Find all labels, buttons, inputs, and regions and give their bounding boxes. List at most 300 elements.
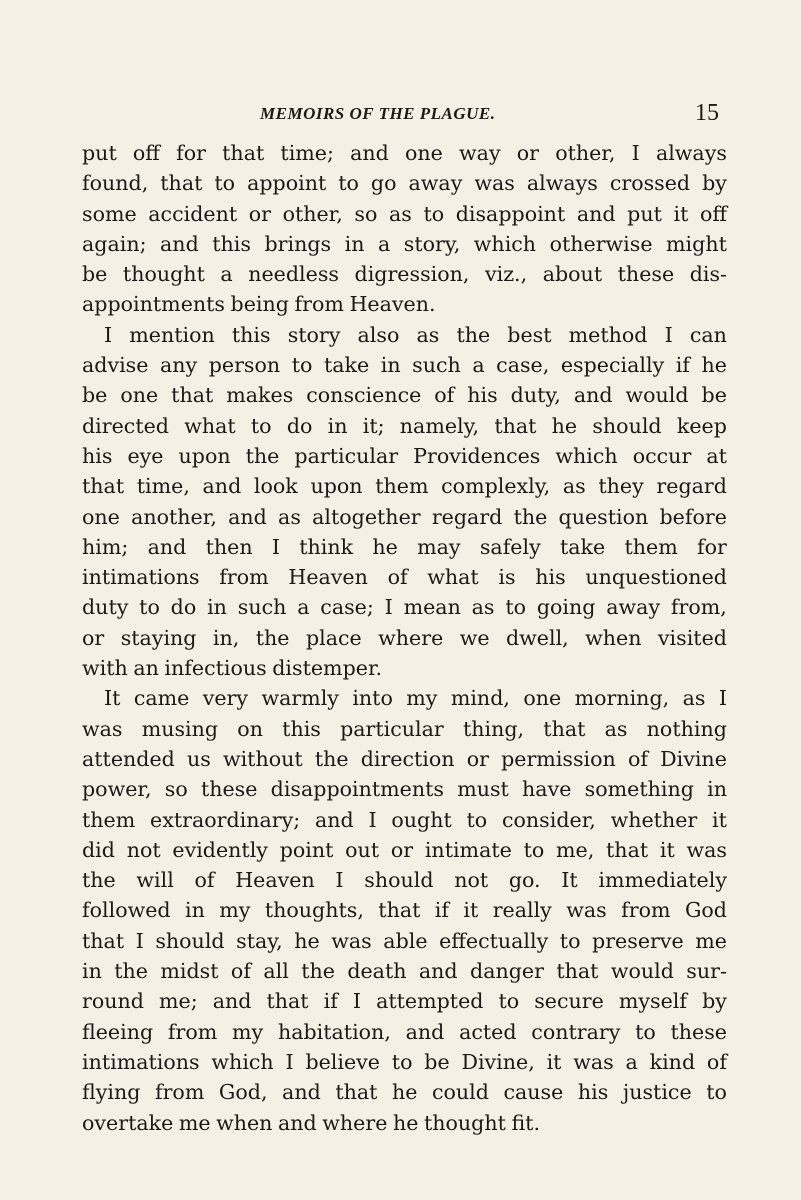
word: It bbox=[104, 686, 121, 711]
word: question bbox=[558, 504, 649, 529]
text-line bbox=[82, 744, 727, 774]
word: attempted bbox=[376, 989, 484, 1014]
word: mention bbox=[129, 322, 215, 347]
word: and bbox=[278, 1110, 317, 1135]
word: do bbox=[170, 595, 197, 620]
word: he bbox=[294, 928, 320, 953]
word: thing, bbox=[462, 716, 525, 741]
text-line bbox=[82, 471, 727, 501]
word: was bbox=[573, 1049, 614, 1074]
word: Heaven bbox=[235, 868, 315, 893]
word: always bbox=[526, 171, 598, 196]
word: to bbox=[338, 171, 359, 196]
word: me, bbox=[556, 837, 595, 862]
word: from bbox=[154, 1080, 205, 1105]
word: way bbox=[459, 141, 501, 165]
word: it bbox=[546, 1049, 562, 1074]
word: about bbox=[542, 262, 603, 287]
word: able bbox=[383, 928, 428, 953]
word: I bbox=[104, 322, 113, 347]
word: be bbox=[82, 262, 108, 287]
word: be bbox=[424, 1049, 450, 1074]
word: or bbox=[516, 141, 540, 165]
word: as bbox=[471, 595, 495, 620]
word: It bbox=[561, 868, 578, 893]
word: unquestioned bbox=[585, 565, 727, 590]
word: of bbox=[627, 746, 648, 771]
word: these bbox=[200, 777, 258, 802]
word: off bbox=[132, 141, 160, 165]
word: Heaven. bbox=[349, 292, 436, 317]
word: followed bbox=[82, 898, 171, 923]
word: I bbox=[271, 534, 280, 559]
word: accident bbox=[148, 201, 238, 226]
word: staying bbox=[120, 625, 197, 650]
word: his bbox=[577, 1080, 609, 1105]
word: intimations bbox=[82, 1049, 200, 1074]
word: the bbox=[114, 959, 148, 984]
word: was bbox=[686, 837, 727, 862]
word: as bbox=[604, 716, 628, 741]
word: was bbox=[474, 171, 515, 196]
word: time, bbox=[136, 474, 190, 499]
word: if bbox=[323, 989, 338, 1014]
word: that bbox=[266, 989, 309, 1014]
text-line bbox=[82, 1017, 727, 1047]
word: visited bbox=[657, 625, 727, 650]
word: in bbox=[82, 959, 102, 984]
word: that bbox=[160, 171, 203, 196]
word: may bbox=[417, 534, 461, 559]
word: with bbox=[82, 656, 128, 681]
text-line bbox=[82, 714, 727, 744]
word: and bbox=[147, 534, 187, 559]
word: off bbox=[699, 201, 727, 226]
text-line bbox=[82, 774, 727, 804]
word: in, bbox=[212, 625, 240, 650]
text-line bbox=[82, 592, 727, 622]
word: as bbox=[416, 322, 440, 347]
word: it bbox=[659, 837, 675, 862]
running-title: MEMOIRS OF THE PLAGUE. bbox=[260, 104, 496, 123]
word: of bbox=[194, 868, 215, 893]
word: power, bbox=[82, 777, 152, 802]
word: I bbox=[352, 989, 362, 1014]
word: if bbox=[675, 353, 690, 378]
word: he bbox=[701, 353, 727, 378]
word: to bbox=[559, 928, 581, 953]
word: another, bbox=[131, 504, 217, 529]
word: will bbox=[136, 868, 174, 893]
word: I bbox=[285, 1049, 294, 1074]
word: one bbox=[523, 686, 562, 711]
word: ought bbox=[391, 807, 452, 832]
word: God bbox=[684, 898, 727, 923]
word: to bbox=[498, 989, 520, 1014]
word: dis- bbox=[689, 262, 727, 287]
word: the bbox=[456, 322, 491, 347]
word: to bbox=[635, 1019, 656, 1044]
word: permission bbox=[501, 746, 616, 771]
word: from bbox=[294, 292, 344, 317]
word: round bbox=[82, 989, 144, 1014]
word: to bbox=[505, 595, 527, 620]
word: whether bbox=[610, 807, 698, 832]
word: was bbox=[82, 716, 123, 741]
word: particular bbox=[294, 443, 399, 468]
word: if bbox=[434, 898, 450, 923]
word: or bbox=[248, 201, 271, 226]
word: warmly bbox=[261, 686, 339, 711]
word: an bbox=[133, 656, 159, 681]
word: a bbox=[625, 1049, 638, 1074]
word: it bbox=[463, 898, 479, 923]
word: evidently bbox=[172, 837, 268, 862]
word: that bbox=[82, 474, 125, 499]
word: disappointments bbox=[270, 777, 444, 802]
word: going bbox=[536, 595, 596, 620]
word: I bbox=[384, 595, 393, 620]
text-line bbox=[82, 289, 727, 319]
word: dwell, bbox=[505, 625, 569, 650]
text-line bbox=[82, 441, 727, 471]
word: his bbox=[82, 443, 113, 468]
word: in bbox=[344, 231, 365, 256]
word: and bbox=[282, 1080, 321, 1105]
word: duty bbox=[82, 595, 129, 620]
word: justice bbox=[622, 1080, 692, 1105]
text-line bbox=[82, 532, 727, 562]
word: something bbox=[584, 777, 694, 802]
word: conscience bbox=[306, 383, 422, 408]
word: away bbox=[408, 171, 463, 196]
word: have bbox=[522, 777, 572, 802]
word: I bbox=[368, 807, 377, 832]
word: which bbox=[473, 231, 537, 256]
word: them bbox=[82, 807, 136, 832]
word: needless bbox=[248, 262, 339, 287]
text-line bbox=[82, 1047, 727, 1077]
word: story bbox=[287, 322, 341, 347]
text-line bbox=[82, 562, 727, 592]
word: cause bbox=[503, 1080, 564, 1105]
word: method bbox=[568, 322, 648, 347]
text-line bbox=[82, 229, 727, 259]
text-line bbox=[82, 683, 727, 713]
word: for bbox=[176, 141, 206, 165]
word: me bbox=[178, 1110, 211, 1135]
word: and bbox=[228, 504, 267, 529]
word: and bbox=[202, 474, 242, 499]
word: can bbox=[689, 322, 727, 347]
word: kind bbox=[649, 1049, 696, 1074]
word: believe bbox=[305, 1049, 380, 1074]
word: him; bbox=[82, 534, 129, 559]
word: viz., bbox=[484, 262, 528, 287]
word: Divine bbox=[660, 746, 727, 771]
word: in bbox=[707, 777, 727, 802]
word: digression, bbox=[354, 262, 470, 287]
word: of bbox=[706, 1049, 727, 1074]
text-line bbox=[82, 502, 727, 532]
word: a bbox=[377, 231, 391, 256]
word: this bbox=[212, 231, 251, 256]
word: such bbox=[237, 595, 287, 620]
word: being bbox=[230, 292, 289, 317]
word: in bbox=[185, 898, 205, 923]
word: which bbox=[211, 1049, 274, 1074]
word: go bbox=[370, 171, 397, 196]
word: without bbox=[222, 746, 303, 771]
word: point bbox=[279, 837, 334, 862]
word: thought bbox=[423, 1110, 506, 1135]
word: extraordinary; bbox=[150, 807, 301, 832]
text-line bbox=[82, 865, 727, 895]
word: by bbox=[702, 989, 727, 1014]
word: nothing bbox=[646, 716, 727, 741]
word: flying bbox=[82, 1080, 141, 1105]
word: place bbox=[305, 625, 362, 650]
word: which bbox=[555, 443, 618, 468]
word: it; bbox=[362, 413, 385, 438]
text-line bbox=[82, 411, 727, 441]
word: other, bbox=[555, 141, 616, 165]
word: us bbox=[186, 746, 211, 771]
word: he bbox=[392, 1110, 419, 1135]
word: best bbox=[507, 322, 552, 347]
word: and bbox=[418, 959, 458, 984]
word: from bbox=[621, 898, 671, 923]
word: appointments bbox=[82, 292, 225, 317]
word: upon bbox=[310, 474, 363, 499]
word: the bbox=[82, 868, 116, 893]
word: a bbox=[297, 595, 310, 620]
word: this bbox=[231, 322, 271, 347]
word: to bbox=[291, 353, 313, 378]
word: a bbox=[472, 353, 485, 378]
word: he bbox=[551, 413, 578, 438]
word: in bbox=[327, 413, 348, 438]
word: of bbox=[230, 959, 251, 984]
word: his bbox=[535, 565, 566, 590]
word: should bbox=[155, 928, 225, 953]
word: Divine, bbox=[461, 1049, 535, 1074]
word: came bbox=[133, 686, 190, 711]
word: must bbox=[457, 777, 509, 802]
word: keep bbox=[676, 413, 727, 438]
word: what bbox=[427, 565, 479, 590]
word: when bbox=[216, 1110, 273, 1135]
word: in bbox=[207, 595, 227, 620]
word: other, bbox=[282, 201, 343, 226]
word: from bbox=[167, 1019, 218, 1044]
word: should bbox=[364, 868, 434, 893]
word: where bbox=[378, 625, 444, 650]
text-line bbox=[82, 986, 727, 1016]
word: direction bbox=[360, 746, 455, 771]
text-line bbox=[82, 320, 727, 350]
word: distemper. bbox=[272, 656, 383, 681]
text-line bbox=[82, 895, 727, 925]
word: could bbox=[431, 1080, 489, 1105]
text-line bbox=[82, 199, 727, 229]
text-line bbox=[82, 350, 727, 380]
word: then bbox=[205, 534, 253, 559]
word: them bbox=[375, 474, 429, 499]
word: think bbox=[299, 534, 354, 559]
word: to bbox=[391, 1049, 413, 1074]
word: case, bbox=[496, 353, 550, 378]
word: we bbox=[459, 625, 490, 650]
word: that bbox=[82, 928, 125, 953]
word: my bbox=[232, 1019, 264, 1044]
word: one bbox=[405, 141, 443, 165]
word: contrary bbox=[531, 1019, 621, 1044]
page-number: 15 bbox=[695, 100, 719, 126]
word: advise bbox=[82, 353, 149, 378]
word: sur- bbox=[686, 959, 727, 984]
word: secure bbox=[534, 989, 604, 1014]
word: and bbox=[405, 1019, 445, 1044]
word: upon bbox=[178, 443, 231, 468]
word: occur bbox=[632, 443, 692, 468]
word: any bbox=[159, 353, 198, 378]
word: the bbox=[255, 625, 290, 650]
word: attended bbox=[82, 746, 175, 771]
word: disappoint bbox=[455, 201, 566, 226]
word: be bbox=[701, 383, 727, 408]
word: really bbox=[492, 898, 552, 923]
word: that bbox=[543, 716, 586, 741]
word: acted bbox=[459, 1019, 517, 1044]
word: and bbox=[573, 383, 613, 408]
word: and bbox=[314, 807, 354, 832]
word: particular bbox=[340, 716, 444, 741]
word: that bbox=[335, 1080, 378, 1105]
word: the bbox=[314, 746, 349, 771]
word: otherwise bbox=[549, 231, 653, 256]
word: all bbox=[263, 959, 289, 984]
word: they bbox=[598, 474, 644, 499]
word: appoint bbox=[247, 171, 327, 196]
text-line bbox=[82, 1077, 727, 1107]
text-line bbox=[82, 956, 727, 986]
word: safely bbox=[479, 534, 541, 559]
text-line bbox=[82, 138, 727, 168]
word: time; bbox=[280, 141, 334, 165]
word: consider, bbox=[501, 807, 596, 832]
word: complexly, bbox=[441, 474, 551, 499]
word: that bbox=[171, 383, 214, 408]
word: me bbox=[695, 928, 727, 953]
word: mind, bbox=[450, 686, 510, 711]
word: effectually bbox=[439, 928, 549, 953]
word: to bbox=[466, 807, 488, 832]
word: always bbox=[655, 141, 727, 165]
word: would bbox=[625, 383, 689, 408]
word: fit. bbox=[511, 1110, 540, 1135]
word: midst bbox=[160, 959, 219, 984]
word: infectious bbox=[164, 656, 267, 681]
word: do bbox=[286, 413, 313, 438]
word: God, bbox=[218, 1080, 268, 1105]
word: to bbox=[523, 837, 545, 862]
word: to bbox=[423, 201, 445, 226]
word: was bbox=[566, 898, 607, 923]
word: crossed bbox=[609, 171, 691, 196]
word: he bbox=[372, 534, 398, 559]
word: fleeing bbox=[82, 1019, 154, 1044]
word: to bbox=[250, 413, 272, 438]
word: or bbox=[390, 837, 414, 862]
word: danger bbox=[470, 959, 544, 984]
word: such bbox=[412, 353, 461, 378]
text-line bbox=[82, 168, 727, 198]
word: it bbox=[673, 201, 689, 226]
word: that bbox=[606, 837, 649, 862]
word: these bbox=[670, 1019, 727, 1044]
word: again; bbox=[82, 231, 147, 256]
word: makes bbox=[226, 383, 294, 408]
word: to bbox=[139, 595, 160, 620]
word: directed bbox=[82, 413, 169, 438]
word: I bbox=[631, 141, 640, 165]
word: what bbox=[184, 413, 236, 438]
word: out bbox=[345, 837, 380, 862]
word: mean bbox=[403, 595, 461, 620]
word: found, bbox=[82, 171, 149, 196]
word: Heaven bbox=[288, 565, 368, 590]
text-line bbox=[82, 653, 727, 683]
word: go. bbox=[508, 868, 541, 893]
body-text bbox=[82, 138, 727, 1138]
word: from, bbox=[670, 595, 727, 620]
word: so bbox=[164, 777, 188, 802]
word: so bbox=[354, 201, 378, 226]
word: this bbox=[282, 716, 321, 741]
word: and bbox=[350, 141, 389, 165]
text-line bbox=[82, 380, 727, 410]
word: as bbox=[278, 504, 301, 529]
word: of bbox=[387, 565, 408, 590]
word: of bbox=[434, 383, 455, 408]
word: Providences bbox=[413, 443, 541, 468]
word: put bbox=[82, 141, 117, 165]
word: I bbox=[135, 928, 144, 953]
word: regard bbox=[656, 474, 727, 499]
word: intimations bbox=[82, 565, 200, 590]
word: me; bbox=[159, 989, 198, 1014]
word: put bbox=[627, 201, 662, 226]
word: not bbox=[126, 837, 161, 862]
word: and bbox=[160, 231, 199, 256]
word: that bbox=[378, 898, 421, 923]
word: would bbox=[610, 959, 674, 984]
text-line bbox=[82, 623, 727, 653]
word: where bbox=[322, 1110, 388, 1135]
text-line bbox=[82, 835, 727, 865]
word: should bbox=[592, 413, 662, 438]
word: to bbox=[706, 1080, 727, 1105]
word: brings bbox=[264, 231, 332, 256]
word: regard bbox=[431, 504, 503, 529]
word: to bbox=[214, 171, 236, 196]
word: overtake bbox=[82, 1110, 174, 1135]
word: it bbox=[712, 807, 727, 832]
word: immediately bbox=[598, 868, 727, 893]
word: I bbox=[335, 868, 344, 893]
word: at bbox=[706, 443, 727, 468]
